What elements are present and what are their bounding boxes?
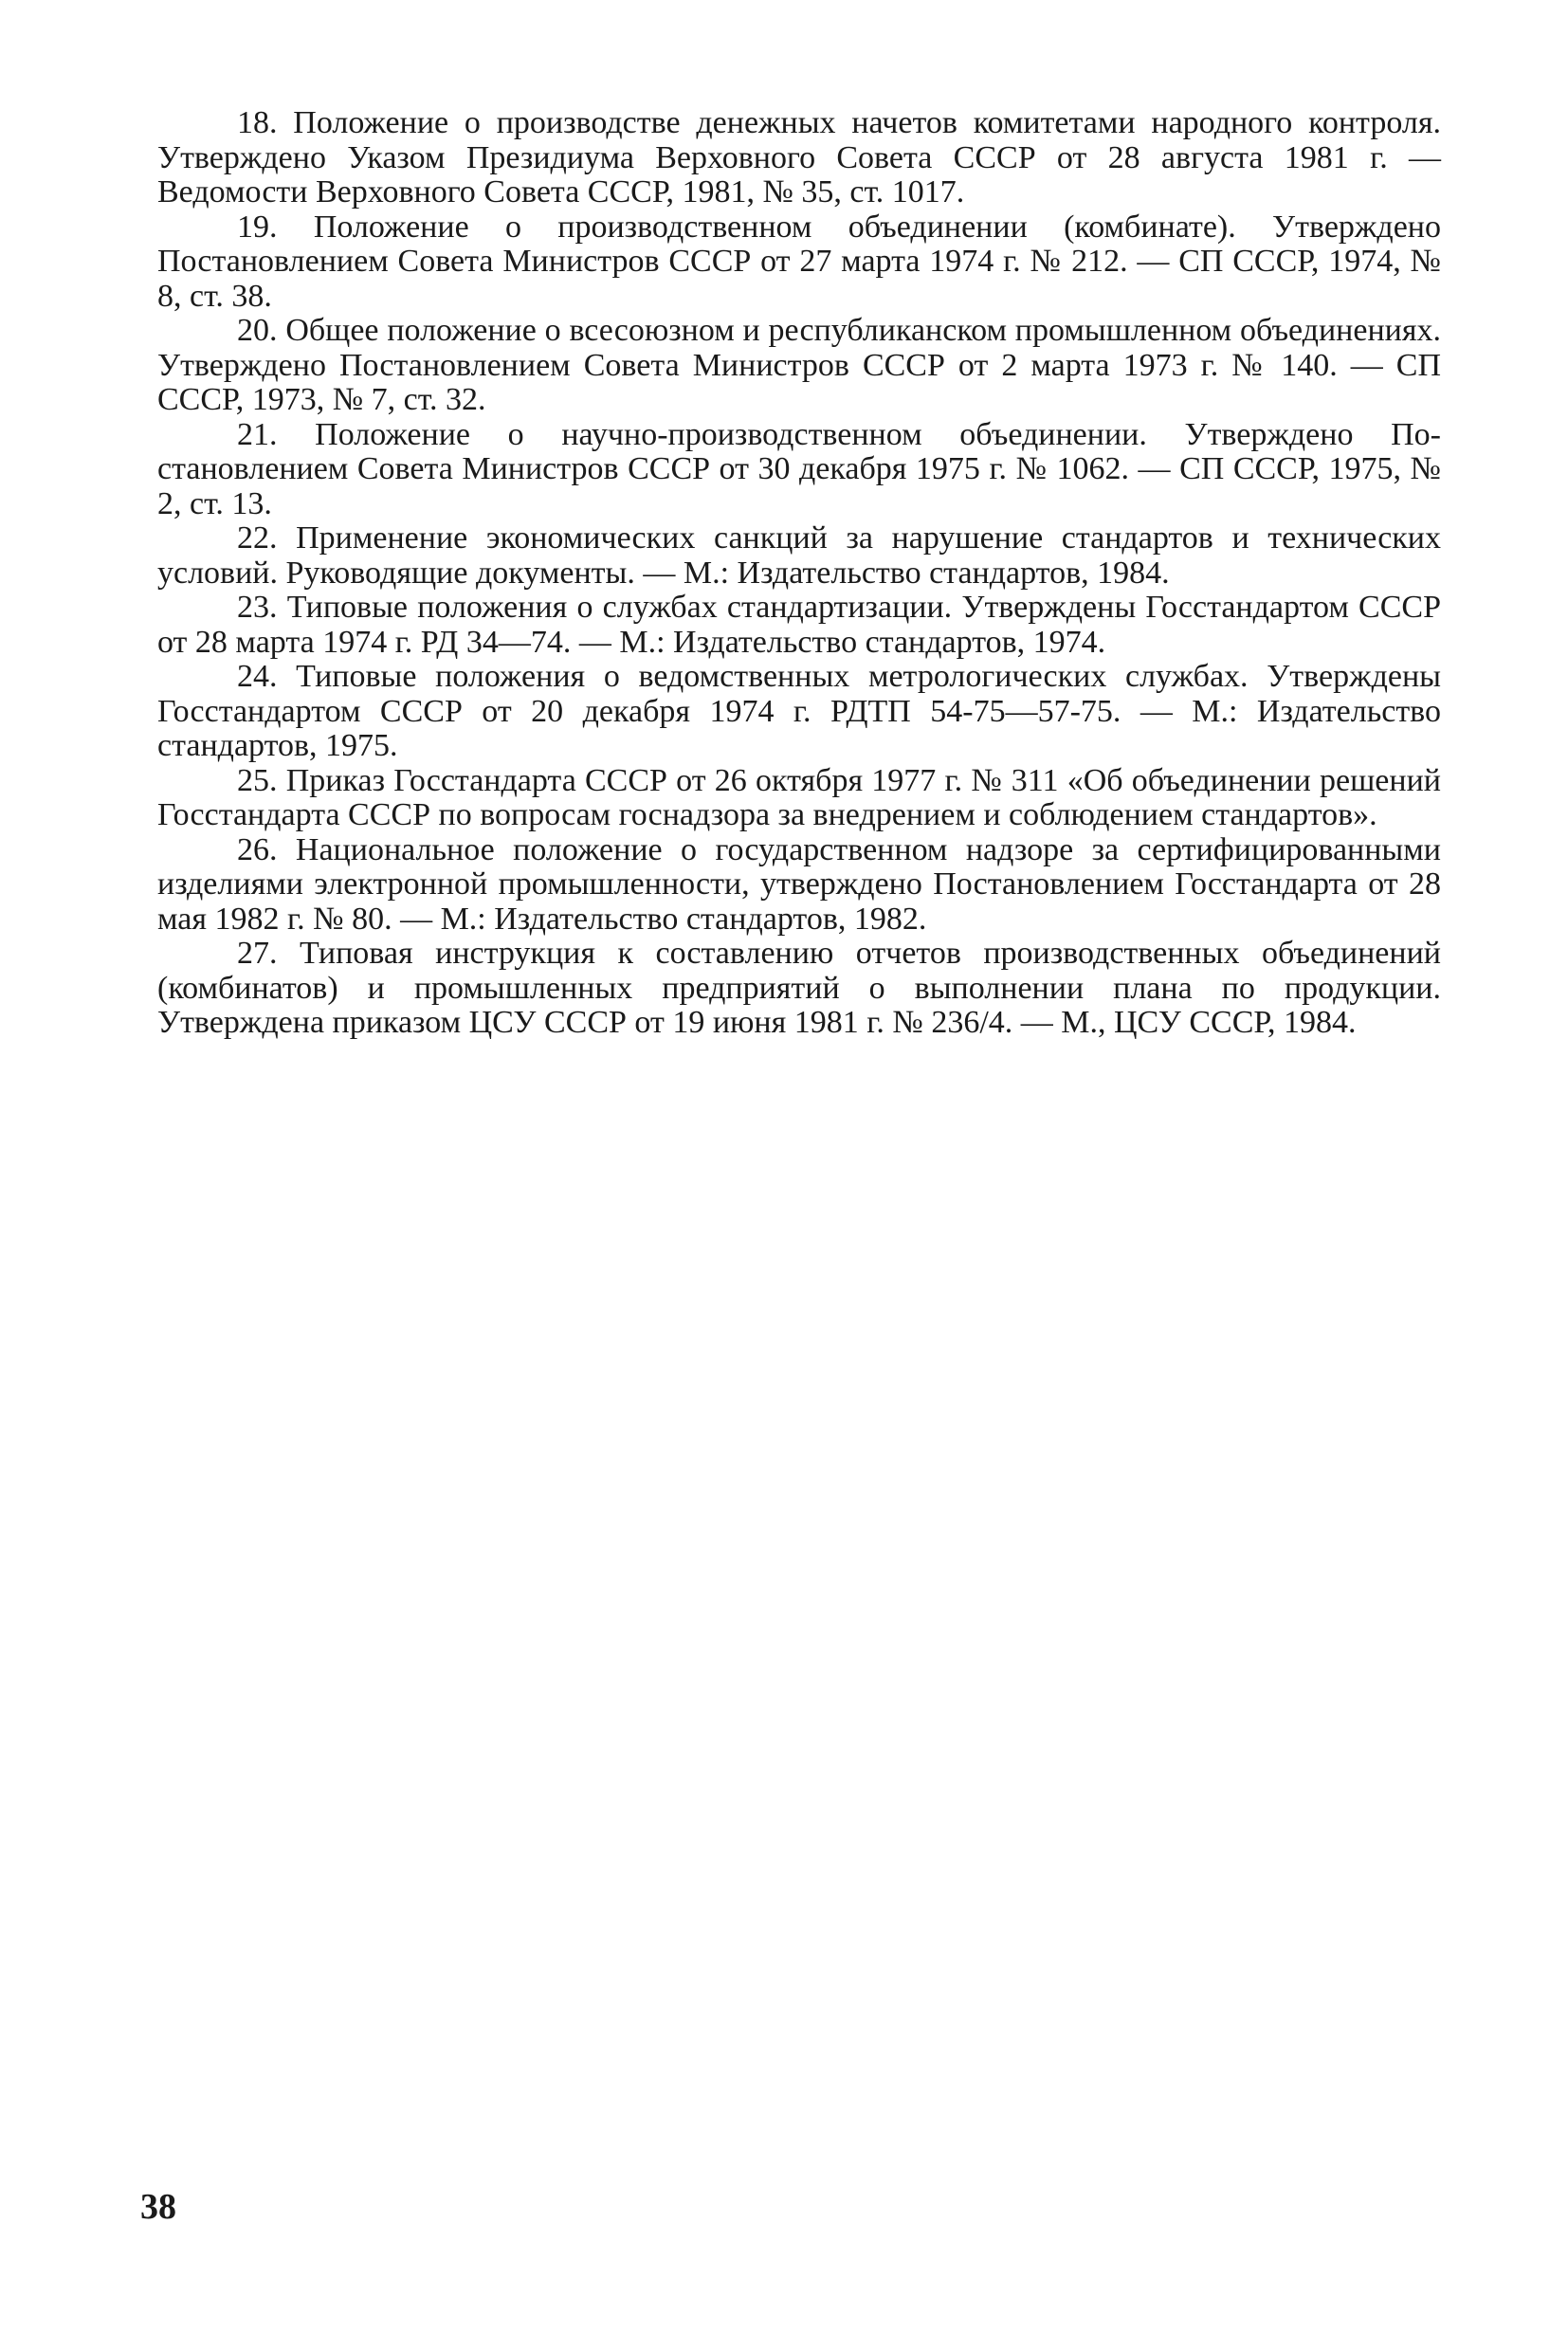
reference-item-23: 23. Типовые положения о службах стандартизации. Утверждены Госстандартом СССР от 28 марта 1974 г. РД 34—74. — М.: Издательство стандартов, 1974.	[157, 590, 1441, 660]
page-number: 38	[140, 2187, 176, 2227]
reference-item-24: 24. Типовые положения о ведомственных метрологических службах. Утверждены Госстандартом СССР от 20 декабря 1974 г. РДТП 54-75—57-75. — М.: Издательство стандартов, 1975.	[157, 659, 1441, 763]
reference-item-27: 27. Типовая инструкция к составлению отчетов производственных объединений (комбинатов) и промышленных предприятий о выполнении плана по продукции. Утверждена приказом ЦСУ СССР от 19 июня 1981 г. № 236/4. — М., ЦСУ СССР, 1984.	[157, 936, 1441, 1040]
reference-list	[157, 106, 1441, 1041]
reference-item-20: 20. Общее положение о всесоюзном и республиканском промышленном объединениях. Утверждено Постановлением Совета Министров СССР от 2 марта 1973 г. № 140. — СП СССР, 1973, № 7, ст. 32.	[157, 313, 1441, 417]
reference-item-21: 21. Положение о научно-производственном объединении. Утверждено Постановлением Совета Министров СССР от 30 декабря 1975 г. № 1062. — СП СССР, 1975, № 2, ст. 13.	[157, 416, 1441, 521]
reference-item-22: 22. Применение экономических санкций за нарушение стандартов и технических условий. Руководящие документы. — М.: Издательство стандартов, 1984.	[157, 520, 1441, 591]
reference-item-25: 25. Приказ Госстандарта СССР от 26 октября 1977 г. № 311 «Об объединении решений Госстандарта СССР по вопросам госнадзора за внедрением и соблюдением стандартов».	[157, 762, 1441, 832]
reference-item-19: 19. Положение о производственном объединении (комбинате). Утверждено Постановлением Совета Министров СССР от 27 марта 1974 г. № 212. — СП СССР, 1974, № 8, ст. 38.	[157, 209, 1441, 314]
reference-item-18: 18. Положение о производстве денежных начетов комитетами народного контроля. Утверждено Указом Президиума Верховного Совета СССР от 28 августа 1981 г. — Ведомости Верховного Совета СССР, 1981, № 35, ст. 1017.	[157, 105, 1441, 210]
reference-item-26: 26. Национальное положение о государственном надзоре за сертифицированными изделиями электронной промышленности, утверждено Постановлением Госстандарта от 28 мая 1982 г. № 80. — М.: Издательство стандартов, 1982.	[157, 831, 1441, 937]
